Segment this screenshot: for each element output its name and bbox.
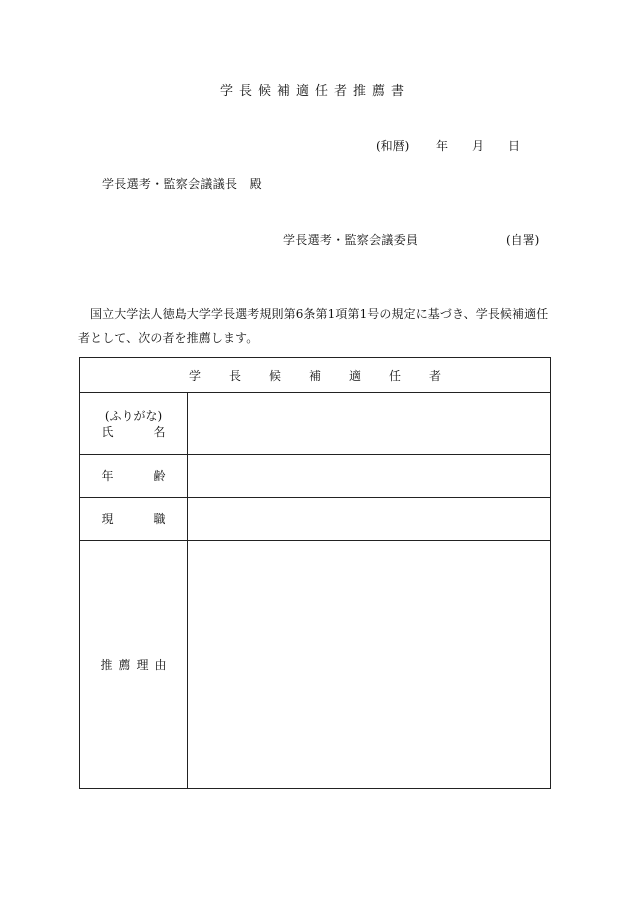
date-era: (和暦)	[376, 139, 410, 153]
age-value-field[interactable]	[188, 455, 551, 498]
age-label: 年齢	[101, 469, 206, 483]
name-label: 氏名	[101, 424, 206, 439]
name-label-cell	[80, 393, 206, 455]
signature-note: (自署)	[506, 233, 540, 247]
reason-value-field[interactable]	[188, 541, 551, 789]
form-row-name	[80, 393, 551, 455]
sender-title: 学長選考・監察会議委員	[283, 233, 419, 247]
reason-label-cell	[80, 541, 188, 789]
form-row-reason	[80, 541, 551, 789]
age-label-cell	[80, 455, 206, 498]
addressee: 学長選考・監察会議議長 殿	[102, 177, 262, 191]
name-value-field[interactable]	[188, 393, 551, 455]
occupation-label: 現職	[101, 512, 206, 526]
document-title: 学長候補適任者推薦書	[219, 84, 410, 99]
date-day: 日	[508, 139, 521, 153]
nomination-form-table	[79, 357, 551, 789]
form-header-row	[80, 358, 551, 393]
occupation-value-field[interactable]	[188, 498, 551, 541]
date-month: 月	[472, 139, 485, 153]
occupation-label-cell	[80, 498, 206, 541]
form-row-occupation	[80, 498, 551, 541]
body-text: 国立大学法人徳島大学学長選考規則第6条第1項第1号の規定に基づき、学長候補適任者として、次の者を推薦します。	[78, 307, 549, 345]
date-year: 年	[436, 139, 449, 153]
form-row-age	[80, 455, 551, 498]
furigana-label: (ふりがな)	[104, 408, 163, 423]
form-header: 学長候補適任者	[80, 358, 551, 393]
reason-label: 推薦理由	[100, 657, 173, 672]
